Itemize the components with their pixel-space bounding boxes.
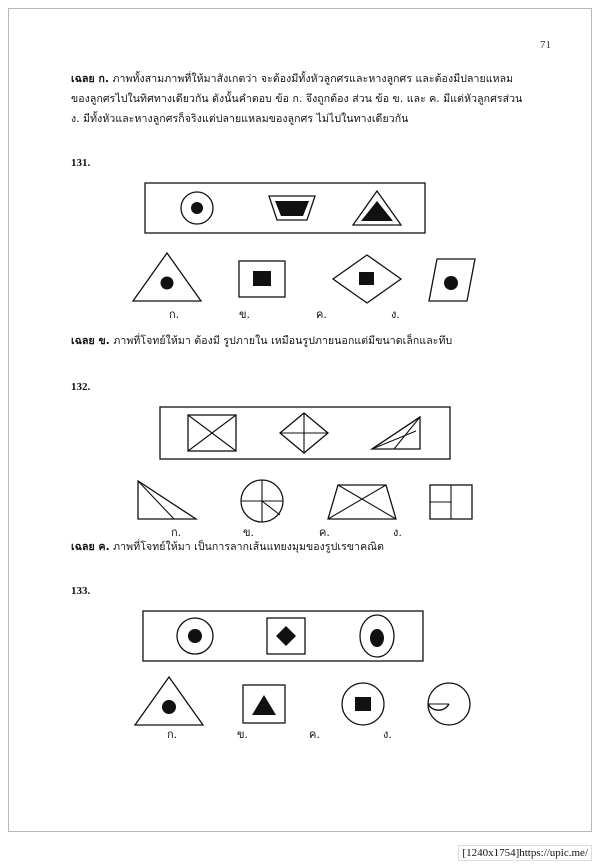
explanation-131-label: เฉลย ข. <box>71 335 110 347</box>
page-number: 71 <box>540 39 551 51</box>
image-footer-watermark <box>458 845 592 861</box>
question-number-132: 132. <box>71 381 91 393</box>
explanation-132-text: ภาพที่โจทย์ให้มา เป็นการลากเส้นแทยงมุมของรูปเรขาคณิต <box>113 541 384 553</box>
choice-label-131-c: ค. <box>316 308 327 321</box>
explanation-131-text: ภาพที่โจทย์ให้มา ต้องมี รูปภายใน เหมือนรูปภายนอกแต่มีขนาดเล็กและทึบ <box>113 335 453 347</box>
explanation-132-label: เฉลย ค. <box>71 541 110 553</box>
explanation-132 <box>71 537 531 557</box>
figure-133-stimulus <box>137 605 457 667</box>
question-number-131: 131. <box>71 157 91 169</box>
explanation-131 <box>71 331 531 351</box>
figure-131-stimulus <box>139 177 459 239</box>
figure-132-stimulus <box>154 401 474 465</box>
explanation-130-text: ภาพทั้งสามภาพที่ให้มาสังเกตว่า จะต้องมีทั้งหัวลูกศรและหางลูกศร และต้องมีปลายแหลมของลูกศรไปในทิศทางเดียวกัน ดังนั้นคำตอบ ข้อ ก. จึงถูกต้อง ส่วน ข้อ ข. และ ค. มีแต่หัวลูกศรส่วน ง. มีทั้งหัวและหางลูกศรก็จริงแต่ปลายแหลมของลูกศร ไม่ไปในทางเดียวกัน <box>71 73 523 125</box>
page-sheet <box>9 9 591 831</box>
question-number-133: 133. <box>71 585 91 597</box>
choice-label-133-b: ข. <box>237 728 249 741</box>
choice-label-132-a: ก. <box>171 526 182 539</box>
choice-label-133-a: ก. <box>167 728 178 741</box>
choice-label-132-c: ค. <box>319 526 330 539</box>
choice-label-131-d: ง. <box>391 308 400 321</box>
choice-label-131-b: ข. <box>239 308 251 321</box>
choice-label-132-d: ง. <box>393 526 402 539</box>
choice-label-132-b: ข. <box>243 526 255 539</box>
choice-label-131-a: ก. <box>169 308 180 321</box>
explanation-130-label: เฉลย ก. <box>71 73 110 85</box>
footer-url: https://upic.me/ <box>519 847 588 859</box>
footer-dimension: [1240x1754] <box>462 847 520 859</box>
figure-133-choices <box>131 673 471 729</box>
figure-131-choices <box>129 247 469 307</box>
figure-132-choices <box>134 471 474 527</box>
choice-label-133-c: ค. <box>309 728 320 741</box>
explanation-130 <box>71 69 531 129</box>
choice-label-133-d: ง. <box>383 728 392 741</box>
